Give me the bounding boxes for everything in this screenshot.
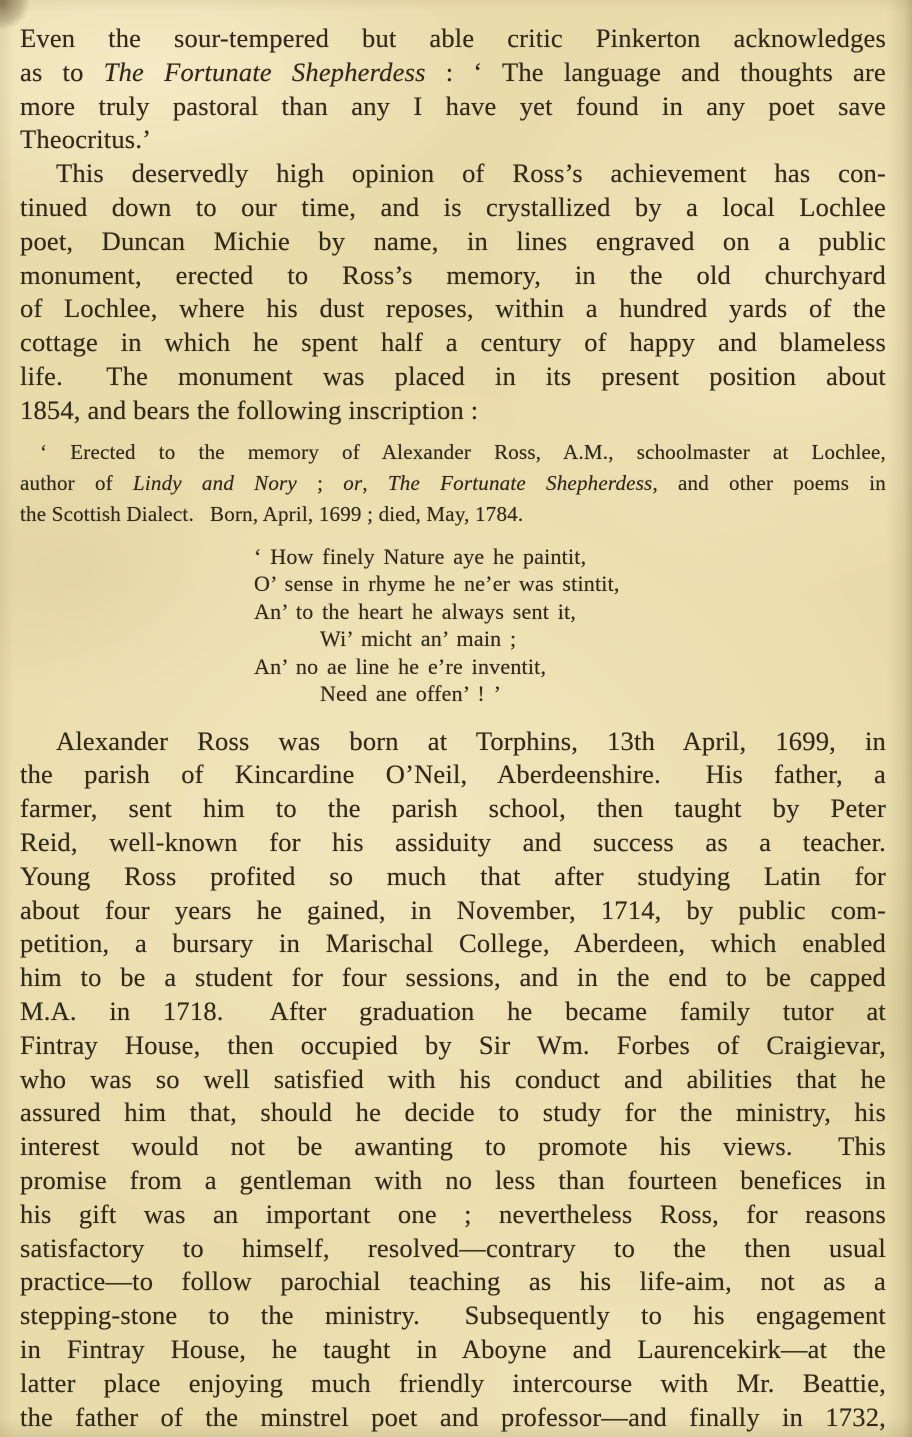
text-line: O’ sense in rhyme he ne’er was stintit, — [254, 571, 620, 597]
text-line: tinued down to our time, and is crystallized by a local Lochlee — [20, 191, 886, 222]
text-line: Young Ross profited so much that after studying Latin for — [20, 860, 886, 891]
text-line: Even the sour-tempered but able critic Pinkerton acknowledges — [20, 23, 886, 53]
text-line: petition, a bursary in Marischal College, Aberdeen, which enabled — [20, 928, 886, 959]
text-line: assured him that, should he decide to study for the ministry, his — [20, 1097, 886, 1128]
text-line: who was so well satisfied with his conduct and abilities that he — [20, 1063, 886, 1094]
text-line: An’ to the heart he always sent it, — [254, 598, 577, 624]
text-line: his gift was an important one ; nevertheless Ross, for reasons — [20, 1198, 886, 1229]
text-line: Reid, well-known for his assiduity and success as a teacher. — [20, 826, 886, 857]
monument-paragraph — [20, 157, 886, 427]
inscription-block — [20, 437, 886, 530]
text-line: cottage in which he spent half a century of happy and blameless — [20, 327, 886, 358]
text-line: Theocritus.’ — [20, 124, 152, 155]
text-line: of Lochlee, where his dust reposes, within a hundred yards of the — [20, 293, 886, 324]
text-line: poet, Duncan Michie by name, in lines engraved on a public — [20, 225, 886, 256]
text-line: the parish of Kincardine O’Neil, Aberdeenshire. His father, a — [20, 759, 886, 790]
text-line: monument, erected to Ross’s memory, in the old churchyard — [20, 259, 886, 290]
text-line: about four years he gained, in November, 1714, by public com- — [20, 894, 886, 925]
text-line: Fintray House, then occupied by Sir Wm. Forbes of Craigievar, — [20, 1029, 886, 1060]
text-line: ‘ Erected to the memory of Alexander Ross, A.M., schoolmaster at Lochlee, — [40, 439, 886, 464]
text-line: promise from a gentleman with no less than fourteen benefices in — [20, 1164, 886, 1195]
text-line: latter place enjoying much friendly intercourse with Mr. Beattie, — [20, 1367, 886, 1398]
text-line: This deservedly high opinion of Ross’s achievement has con- — [56, 158, 886, 189]
text-line: as to The Fortunate Shepherdess : ‘ The language and thoughts are — [20, 56, 886, 87]
text-line: more truly pastoral than any I have yet found in any poet save — [20, 90, 886, 121]
opening-paragraph — [20, 22, 886, 157]
biography-paragraph — [20, 725, 886, 1435]
text-line: 1854, and bears the following inscription : — [20, 394, 479, 425]
text-line: An’ no ae line he e’re inventit, — [254, 653, 547, 679]
text-line: the father of the minstrel poet and professor—and finally in 1732, — [20, 1401, 886, 1432]
text-line: farmer, sent him to the parish school, then taught by Peter — [20, 793, 886, 824]
text-line: Wi’ micht an’ main ; — [320, 626, 517, 652]
text-line: ‘ How finely Nature aye he paintit, — [254, 543, 587, 569]
text-line: author of Lindy and Nory ; or, The Fortunate Shepherdess, and other poems in — [20, 470, 886, 495]
text-line: him to be a student for four sessions, and in the end to be capped — [20, 962, 886, 993]
text-line: practice—to follow parochial teaching as his life-aim, not as a — [20, 1266, 886, 1297]
text-line: satisfactory to himself, resolved—contrary to the then usual — [20, 1232, 886, 1263]
verse-block — [20, 543, 886, 708]
text-line: stepping-stone to the ministry. Subsequently to his engagement — [20, 1300, 886, 1331]
text-line: the Scottish Dialect. Born, April, 1699 ; died, May, 1784. — [20, 501, 524, 526]
text-line: interest would not be awanting to promote his views. This — [20, 1131, 886, 1162]
text-line: Need ane offen’ ! ’ — [320, 681, 502, 707]
text-line: in Fintray House, he taught in Aboyne and Laurencekirk—at the — [20, 1333, 886, 1364]
text-line: life. The monument was placed in its present position about — [20, 360, 886, 391]
text-line: Alexander Ross was born at Torphins, 13th April, 1699, in — [56, 725, 886, 756]
text-line: M.A. in 1718. After graduation he became family tutor at — [20, 995, 886, 1026]
